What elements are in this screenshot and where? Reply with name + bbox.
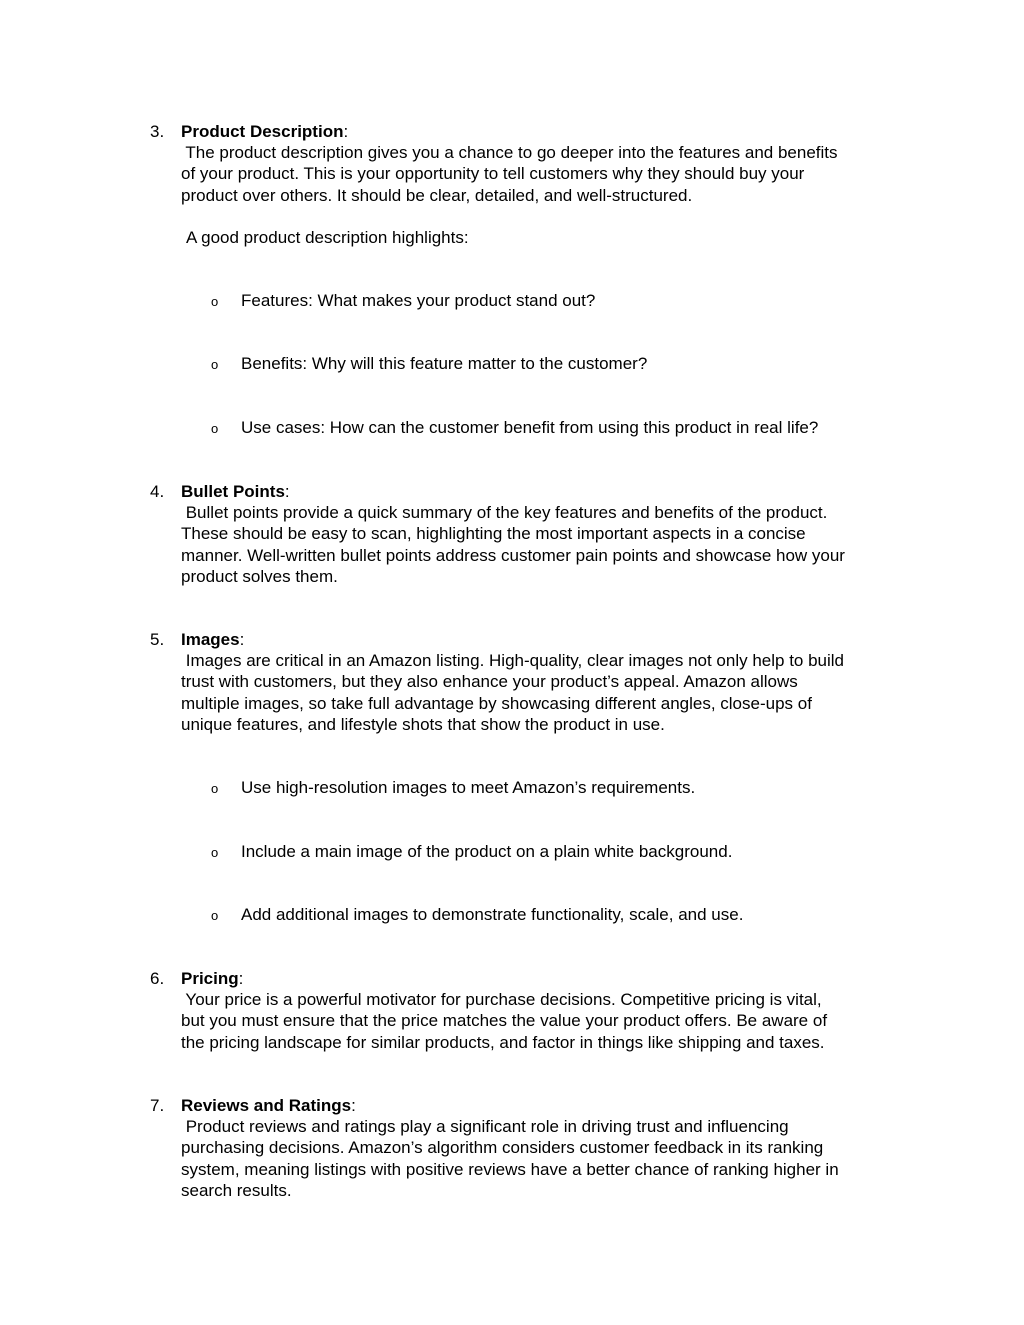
heading-colon: : bbox=[284, 482, 290, 501]
bullet-text: Use high-resolution images to meet Amazon’s requirements. bbox=[241, 778, 696, 797]
list-number: 3. bbox=[150, 122, 165, 141]
bullet-text: Features: What makes your product stand out? bbox=[241, 291, 596, 310]
bullet-circle-icon: o bbox=[211, 294, 219, 309]
list-item bbox=[0, 841, 1024, 863]
line: trust with customers, but they also enhance your product’s appeal. Amazon allows bbox=[181, 672, 798, 692]
line: product over others. It should be clear, detailed, and well-structured. bbox=[181, 185, 693, 205]
list-number: 6. bbox=[150, 969, 165, 988]
section-heading: Images bbox=[181, 630, 240, 649]
bullet-text: Include a main image of the product on a plain white background. bbox=[241, 842, 733, 861]
line: manner. Well-written bullet points address customer pain points and showcase how your bbox=[181, 545, 845, 565]
line: Your price is a powerful motivator for purchase decisions. Competitive pricing is vital, bbox=[181, 990, 822, 1010]
line: system, meaning listings with positive reviews have a better chance of ranking higher in bbox=[181, 1159, 839, 1179]
bullet-circle-icon: o bbox=[211, 781, 219, 796]
line: product solves them. bbox=[181, 566, 338, 586]
bullet-circle-icon: o bbox=[211, 845, 219, 860]
heading-colon: : bbox=[343, 122, 349, 141]
section-heading: Bullet Points bbox=[181, 482, 285, 501]
bullet-text: Benefits: Why will this feature matter to the customer? bbox=[241, 354, 648, 373]
line: These should be easy to scan, highlighting the most important aspects in a concise bbox=[181, 524, 806, 544]
bullet-text: Add additional images to demonstrate functionality, scale, and use. bbox=[241, 905, 744, 924]
list-item bbox=[0, 904, 1024, 926]
bullet-circle-icon: o bbox=[211, 908, 219, 923]
heading-colon: : bbox=[239, 630, 245, 649]
line: purchasing decisions. Amazon’s algorithm considers customer feedback in its ranking bbox=[181, 1138, 824, 1158]
bullet-circle-icon: o bbox=[211, 421, 219, 436]
section-heading: Reviews and Ratings bbox=[181, 1096, 352, 1115]
line: Bullet points provide a quick summary of the key features and benefits of the product. bbox=[181, 503, 828, 523]
sub-intro-text: A good product description highlights: bbox=[186, 228, 469, 247]
section-heading: Pricing bbox=[181, 969, 239, 988]
list-number: 4. bbox=[150, 482, 165, 501]
list-number: 7. bbox=[150, 1096, 165, 1115]
list-item bbox=[0, 353, 1024, 375]
line: Product reviews and ratings play a significant role in driving trust and influencing bbox=[181, 1117, 789, 1137]
list-item bbox=[0, 417, 1024, 439]
line: but you must ensure that the price matches the value your product offers. Be aware of bbox=[181, 1011, 828, 1031]
line: The product description gives you a chance to go deeper into the features and benefits bbox=[181, 143, 838, 163]
line: the pricing landscape for similar products, and factor in things like shipping and taxes. bbox=[181, 1032, 825, 1052]
bullet-circle-icon: o bbox=[211, 357, 219, 372]
heading-colon: : bbox=[351, 1096, 356, 1115]
list-item bbox=[0, 290, 1024, 312]
line: multiple images, so take full advantage by showcasing different angles, close-ups of bbox=[181, 693, 812, 713]
section-heading: Product Description bbox=[181, 122, 344, 141]
heading-colon: : bbox=[238, 969, 244, 988]
list-item bbox=[0, 777, 1024, 799]
list-number: 5. bbox=[150, 630, 165, 649]
line: unique features, and lifestyle shots that show the product in use. bbox=[181, 714, 665, 734]
bullet-text: Use cases: How can the customer benefit from using this product in real life? bbox=[241, 418, 819, 437]
line: search results. bbox=[181, 1180, 292, 1200]
line: of your product. This is your opportunity to tell customers why they should buy your bbox=[181, 164, 805, 184]
line: Images are critical in an Amazon listing. High-quality, clear images not only help to build bbox=[181, 651, 845, 671]
